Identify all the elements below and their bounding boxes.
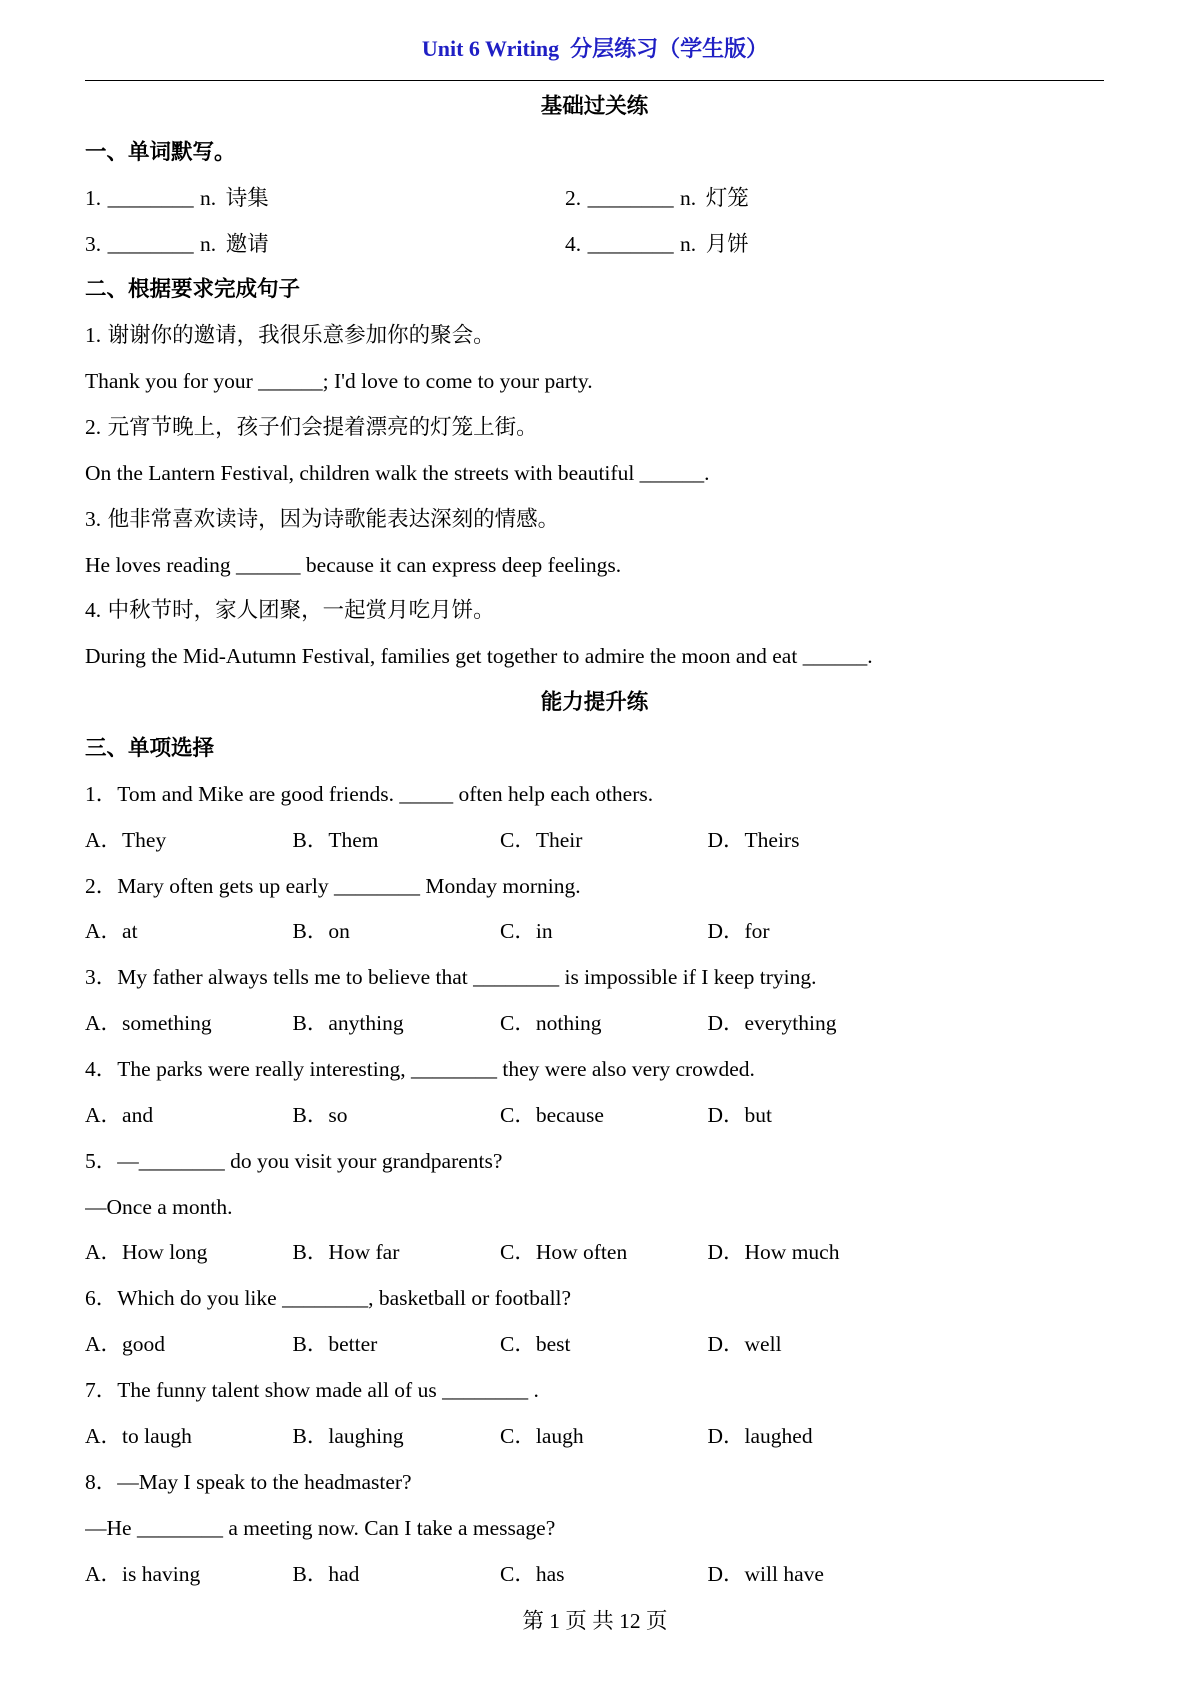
question-text: —May I speak to the headmaster? <box>117 1469 412 1494</box>
question-1-stem <box>85 772 1104 818</box>
sentence-3-english: He loves reading ______ because it can express deep feelings. <box>85 552 622 577</box>
option-a: A．They <box>85 827 167 852</box>
question-5-stem <box>85 1139 1104 1185</box>
option-a: A．at <box>85 919 138 944</box>
word-meaning: 月饼 <box>705 231 749 256</box>
question-number: 8． <box>85 1469 118 1494</box>
option-c: C．in <box>500 919 553 944</box>
option-b: B．laughing <box>292 1423 404 1448</box>
option-b: B．had <box>292 1561 360 1586</box>
question-number: 1． <box>85 781 118 806</box>
section-heading-dictation: 一、单词默写。 <box>85 139 236 164</box>
question-text: Tom and Mike are good friends. _____ often help each others. <box>117 781 654 806</box>
option-c: C．best <box>500 1332 571 1357</box>
word-meaning: 灯笼 <box>705 185 749 210</box>
item-number: 3. <box>85 506 102 531</box>
word-meaning: 诗集 <box>225 185 269 210</box>
option-b: B．Them <box>292 827 379 852</box>
option-c: C．Their <box>500 827 583 852</box>
question-text: The parks were really interesting, ________ they were also very crowded. <box>117 1057 755 1082</box>
question-number: 6． <box>85 1286 118 1311</box>
dictation-row <box>85 222 1104 268</box>
dictation-item-1 <box>85 176 565 222</box>
option-a: A．to laugh <box>85 1423 192 1448</box>
question-6-stem <box>85 1276 1104 1322</box>
item-number: 2. <box>565 185 582 210</box>
part-of-speech: n. <box>200 185 217 210</box>
question-number: 7． <box>85 1378 118 1403</box>
option-d: D．Theirs <box>707 827 800 852</box>
question-8-stem <box>85 1460 1104 1506</box>
chinese-prompt: 他非常喜欢读诗，因为诗歌能表达深刻的情感。 <box>107 506 560 531</box>
question-text: Which do you like ________, basketball or football? <box>117 1286 572 1311</box>
question-text: —________ do you visit your grandparents? <box>117 1148 503 1173</box>
option-c: C．because <box>500 1102 604 1127</box>
question-number: 3． <box>85 965 118 990</box>
question-text: My father always tells me to believe that ________ is impossible if I keep trying. <box>117 965 817 990</box>
dictation-item-2 <box>565 176 1104 222</box>
option-b: B．better <box>292 1332 378 1357</box>
option-a: A．is having <box>85 1561 201 1586</box>
option-a: A．and <box>85 1102 154 1127</box>
question-7-stem <box>85 1368 1104 1414</box>
question-1-options <box>85 818 1104 864</box>
chinese-prompt: 谢谢你的邀请，我很乐意参加你的聚会。 <box>107 323 495 348</box>
item-number: 1. <box>85 185 102 210</box>
option-d: D．well <box>707 1332 782 1357</box>
sentence-3-chinese <box>85 497 1104 543</box>
part-title-basic: 基础过关练 <box>540 94 649 118</box>
question-number: 4． <box>85 1057 118 1082</box>
question-5-reply: —Once a month. <box>85 1194 233 1219</box>
item-number: 4. <box>565 231 582 256</box>
item-number: 1. <box>85 323 102 348</box>
dictation-item-4 <box>565 222 1104 268</box>
worksheet-content <box>85 84 1104 1597</box>
sentence-1-chinese <box>85 313 1104 359</box>
sentence-1-english: Thank you for your ______; I'd love to come to your party. <box>85 369 593 394</box>
question-8-options <box>85 1552 1104 1598</box>
question-4-options <box>85 1093 1104 1139</box>
part-title-advanced: 能力提升练 <box>540 690 649 715</box>
question-text: The funny talent show made all of us ________ . <box>117 1378 539 1403</box>
header-divider <box>85 80 1104 81</box>
answer-blank: ________ <box>587 231 674 256</box>
question-2-stem <box>85 864 1104 910</box>
question-7-options <box>85 1414 1104 1460</box>
answer-blank: ________ <box>587 185 674 210</box>
option-a: A．good <box>85 1332 166 1357</box>
part-of-speech: n. <box>200 231 217 256</box>
part-of-speech: n. <box>680 185 697 210</box>
sentence-4-chinese <box>85 588 1104 634</box>
question-4-stem <box>85 1047 1104 1093</box>
option-d: D．will have <box>707 1561 824 1586</box>
sentence-2-chinese <box>85 405 1104 451</box>
option-c: C．has <box>500 1561 565 1586</box>
section-heading-sentences: 二、根据要求完成句子 <box>85 277 301 302</box>
question-2-options <box>85 909 1104 955</box>
word-meaning: 邀请 <box>225 231 269 256</box>
option-c: C．How often <box>500 1240 628 1265</box>
item-number: 3. <box>85 231 102 256</box>
dictation-item-3 <box>85 222 565 268</box>
question-3-stem <box>85 955 1104 1001</box>
part-of-speech: n. <box>680 231 697 256</box>
chinese-prompt: 元宵节晚上，孩子们会提着漂亮的灯笼上街。 <box>107 415 538 440</box>
option-d: D．for <box>707 919 770 944</box>
question-5-options <box>85 1230 1104 1276</box>
option-b: B．anything <box>292 1011 404 1036</box>
page-footer: 第 1 页 共 12 页 <box>522 1609 668 1633</box>
answer-blank: ________ <box>107 185 194 210</box>
option-d: D．but <box>707 1102 773 1127</box>
option-c: C．nothing <box>500 1011 602 1036</box>
item-number: 2. <box>85 415 102 440</box>
question-number: 2． <box>85 873 118 898</box>
chinese-prompt: 中秋节时，家人团聚，一起赏月吃月饼。 <box>107 598 495 623</box>
dictation-row <box>85 176 1104 222</box>
sentence-2-english: On the Lantern Festival, children walk the streets with beautiful ______. <box>85 460 710 485</box>
option-d: D．laughed <box>707 1423 813 1448</box>
section-heading-choice: 三、单项选择 <box>85 736 215 761</box>
item-number: 4. <box>85 598 102 623</box>
sentence-4-english: During the Mid-Autumn Festival, families get together to admire the moon and eat ______. <box>85 644 873 669</box>
question-8-reply: —He ________ a meeting now. Can I take a message? <box>85 1515 556 1540</box>
question-text: Mary often gets up early ________ Monday morning. <box>117 873 581 898</box>
document-title: Unit 6 Writing 分层练习（学生版） <box>421 36 769 61</box>
option-b: B．on <box>292 919 350 944</box>
question-3-options <box>85 1001 1104 1047</box>
option-b: B．so <box>292 1102 348 1127</box>
option-d: D．everything <box>707 1011 837 1036</box>
question-number: 5． <box>85 1148 118 1173</box>
option-c: C．laugh <box>500 1423 584 1448</box>
option-a: A．something <box>85 1011 212 1036</box>
question-6-options <box>85 1322 1104 1368</box>
option-d: D．How much <box>707 1240 840 1265</box>
option-b: B．How far <box>292 1240 400 1265</box>
option-a: A．How long <box>85 1240 208 1265</box>
answer-blank: ________ <box>107 231 194 256</box>
